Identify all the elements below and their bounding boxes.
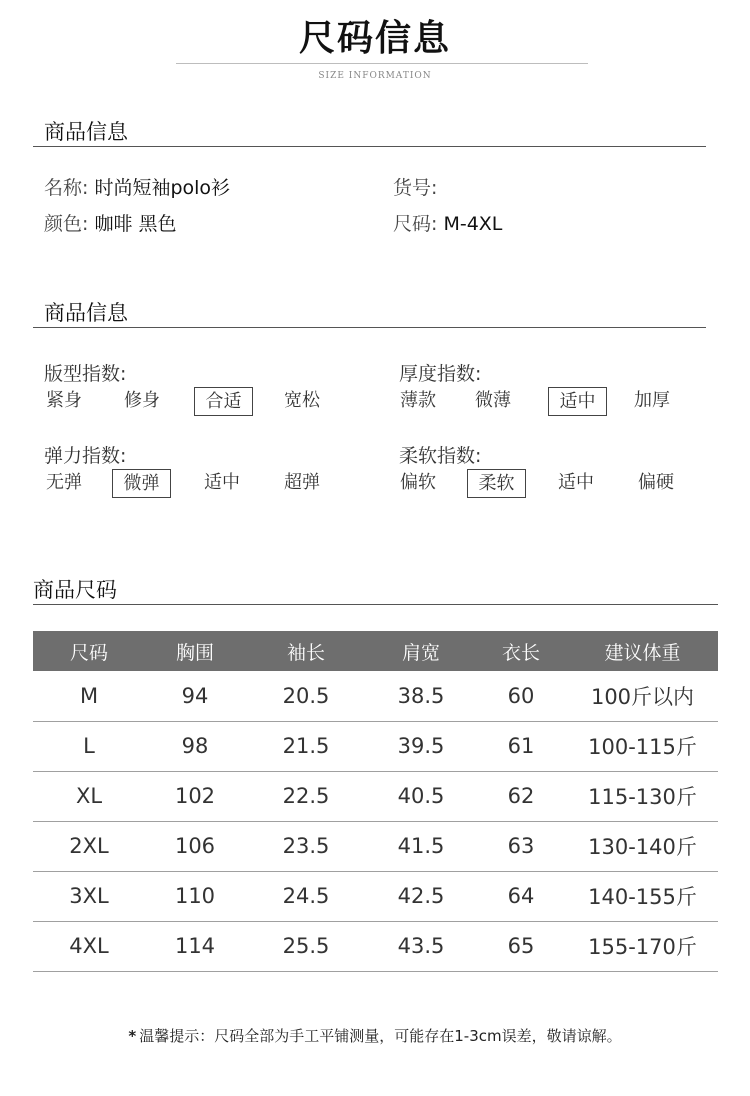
elasticity-index-title: 弹力指数: bbox=[44, 445, 127, 467]
page-title: 尺码信息 bbox=[298, 18, 451, 59]
table-cell: 20.5 bbox=[245, 671, 367, 721]
softness-option: 适中 bbox=[558, 472, 594, 493]
table-cell: XL bbox=[33, 771, 145, 821]
table-cell: 63 bbox=[475, 821, 567, 871]
section-title-product-info: 商品信息 bbox=[44, 120, 128, 144]
thickness-option: 加厚 bbox=[634, 390, 670, 411]
table-cell: 23.5 bbox=[245, 821, 367, 871]
table-cell: 114 bbox=[145, 921, 245, 971]
section-divider bbox=[33, 146, 706, 147]
table-cell: 39.5 bbox=[367, 721, 475, 771]
thickness-option: 微薄 bbox=[475, 390, 511, 411]
table-cell: 65 bbox=[475, 921, 567, 971]
column-header: 建议体重 bbox=[567, 631, 718, 671]
table-cell: 38.5 bbox=[367, 671, 475, 721]
fit-option: 修身 bbox=[124, 390, 160, 411]
product-size-row bbox=[393, 209, 502, 236]
measurement-note bbox=[0, 1025, 750, 1046]
column-header: 衣长 bbox=[475, 631, 567, 671]
table-row bbox=[33, 771, 718, 821]
elasticity-option: 无弹 bbox=[46, 472, 82, 493]
product-size-value: M-4XL bbox=[443, 213, 503, 235]
thickness-option-selected: 适中 bbox=[548, 387, 607, 416]
table-cell: 100-115斤 bbox=[567, 721, 718, 771]
page-subtitle: SIZE INFORMATION bbox=[318, 71, 432, 81]
table-row bbox=[33, 871, 718, 921]
product-name-row bbox=[44, 173, 230, 200]
softness-option: 偏软 bbox=[400, 472, 436, 493]
table-cell: 115-130斤 bbox=[567, 771, 718, 821]
table-row bbox=[33, 921, 718, 971]
softness-option-selected: 柔软 bbox=[467, 469, 526, 498]
table-cell: L bbox=[33, 721, 145, 771]
table-header-row bbox=[33, 631, 718, 671]
table-cell: 21.5 bbox=[245, 721, 367, 771]
product-color-label: 颜色: bbox=[44, 213, 89, 235]
table-cell: 102 bbox=[145, 771, 245, 821]
product-color-row bbox=[44, 209, 177, 236]
item-number-label: 货号: bbox=[393, 177, 438, 199]
thickness-option: 薄款 bbox=[400, 390, 436, 411]
fit-index-title: 版型指数: bbox=[44, 363, 127, 385]
table-cell: 106 bbox=[145, 821, 245, 871]
softness-option: 偏硬 bbox=[638, 472, 674, 493]
column-header: 肩宽 bbox=[367, 631, 475, 671]
table-cell: 155-170斤 bbox=[567, 921, 718, 971]
elasticity-option: 适中 bbox=[204, 472, 240, 493]
note-star: * bbox=[128, 1027, 137, 1045]
table-cell: 2XL bbox=[33, 821, 145, 871]
size-table bbox=[33, 631, 718, 972]
table-cell: 22.5 bbox=[245, 771, 367, 821]
table-cell: 98 bbox=[145, 721, 245, 771]
table-cell: 24.5 bbox=[245, 871, 367, 921]
table-cell: 43.5 bbox=[367, 921, 475, 971]
note-text: 温馨提示：尺码全部为手工平铺测量，可能存在1-3cm误差，敬请谅解。 bbox=[139, 1027, 622, 1045]
softness-index-title: 柔软指数: bbox=[399, 445, 482, 467]
table-cell: 41.5 bbox=[367, 821, 475, 871]
thickness-index-title: 厚度指数: bbox=[399, 363, 482, 385]
section-divider bbox=[33, 327, 706, 328]
table-cell: 60 bbox=[475, 671, 567, 721]
table-cell: 40.5 bbox=[367, 771, 475, 821]
header-divider bbox=[176, 63, 588, 64]
table-cell: 140-155斤 bbox=[567, 871, 718, 921]
table-cell: 61 bbox=[475, 721, 567, 771]
table-cell: M bbox=[33, 671, 145, 721]
elasticity-option: 超弹 bbox=[284, 472, 320, 493]
section-title-size-chart: 商品尺码 bbox=[33, 578, 117, 602]
fit-option: 紧身 bbox=[46, 390, 82, 411]
table-cell: 94 bbox=[145, 671, 245, 721]
table-cell: 130-140斤 bbox=[567, 821, 718, 871]
column-header: 胸围 bbox=[145, 631, 245, 671]
table-cell: 4XL bbox=[33, 921, 145, 971]
table-cell: 25.5 bbox=[245, 921, 367, 971]
table-cell: 100斤以内 bbox=[567, 671, 718, 721]
table-cell: 3XL bbox=[33, 871, 145, 921]
fit-option-selected: 合适 bbox=[194, 387, 253, 416]
table-row bbox=[33, 721, 718, 771]
table-cell: 64 bbox=[475, 871, 567, 921]
product-name-label: 名称: bbox=[44, 177, 89, 199]
table-cell: 110 bbox=[145, 871, 245, 921]
table-cell: 62 bbox=[475, 771, 567, 821]
column-header: 尺码 bbox=[33, 631, 145, 671]
section-title-indices: 商品信息 bbox=[44, 301, 128, 325]
table-row bbox=[33, 821, 718, 871]
product-color-value: 咖啡 黑色 bbox=[94, 213, 177, 235]
table-cell: 42.5 bbox=[367, 871, 475, 921]
fit-option: 宽松 bbox=[284, 390, 320, 411]
elasticity-option-selected: 微弹 bbox=[112, 469, 171, 498]
column-header: 袖长 bbox=[245, 631, 367, 671]
item-number-row bbox=[393, 173, 437, 200]
section-divider bbox=[33, 604, 718, 605]
table-row bbox=[33, 671, 718, 721]
product-name-value: 时尚短袖polo衫 bbox=[94, 177, 231, 199]
product-size-label: 尺码: bbox=[393, 213, 438, 235]
